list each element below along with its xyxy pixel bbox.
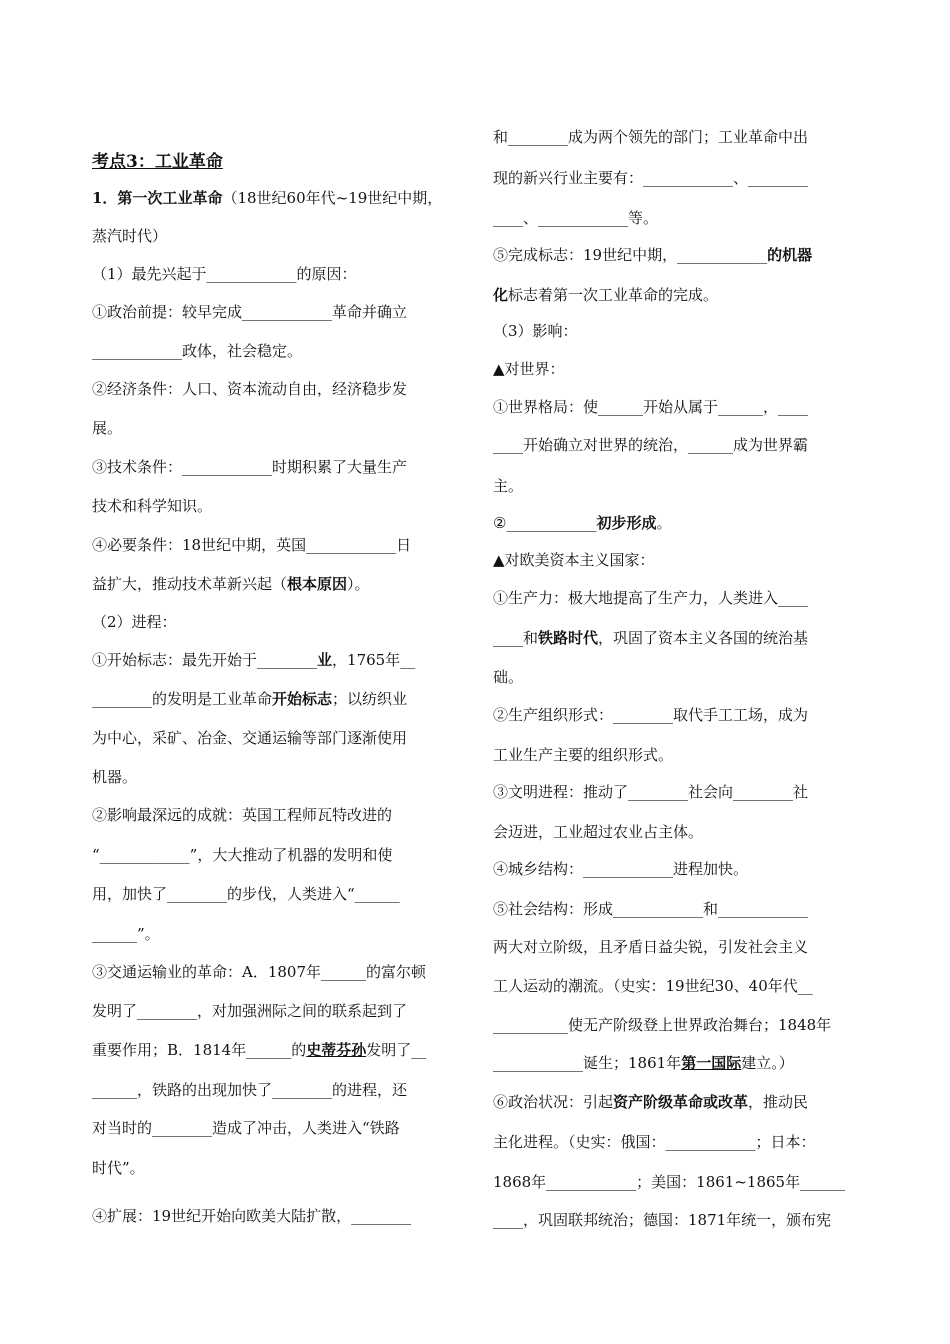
text-segment: ③文明进程：推动了________社会向________社 [493, 783, 809, 801]
text-segment: ④城乡结构：____________进程加快。 [493, 860, 749, 878]
text-line [493, 1172, 845, 1192]
text-line [92, 1118, 400, 1138]
text-segment: ______，铁路的出现加快了________的进程，还 [92, 1081, 408, 1099]
text-line [493, 513, 671, 533]
text-segment: ____，巩固联邦统治；德国：1871年统一，颁布宪 [493, 1211, 832, 1229]
text-line [493, 976, 813, 996]
text-line [92, 924, 160, 944]
text-segment: （1）最先兴起于____________的原因： [92, 265, 357, 283]
text-segment: 根本原因 [287, 575, 348, 593]
text-line [493, 588, 808, 608]
text-segment: 对当时的________造成了冲击，人类进入“铁路 [92, 1119, 400, 1137]
text-segment: 史蒂芬孙 [306, 1041, 367, 1059]
text-line [493, 667, 523, 687]
text-segment: 两大对立阶级，且矛盾日益尖锐，引发社会主义 [493, 938, 809, 956]
text-segment: 发明了________，对加强洲际之间的联系起到了 [92, 1002, 408, 1020]
text-line [92, 650, 415, 670]
text-segment: 主。 [493, 477, 524, 495]
text-segment: 展。 [92, 419, 123, 437]
text-line [92, 226, 167, 246]
text-line [92, 457, 407, 477]
text-segment: 化 [493, 286, 509, 304]
text-segment: ④扩展：19世纪开始向欧美大陆扩散，________ [92, 1207, 412, 1225]
text-line [92, 188, 442, 208]
text-segment: 和________成为两个领先的部门；工业革命中出 [493, 128, 809, 146]
text-segment: 1868年____________；美国：1861~1865年______ [493, 1173, 846, 1191]
text-line [493, 168, 808, 188]
text-line [493, 435, 808, 455]
text-segment: 工业生产主要的组织形式。 [493, 746, 674, 764]
text-segment: （3）影响： [493, 322, 578, 340]
text-segment: 。 [656, 514, 672, 532]
text-segment: ③技术条件：____________时期积累了大量生产 [92, 458, 408, 476]
text-segment: ，推动民 [748, 1093, 809, 1111]
text-line [493, 321, 578, 341]
text-line [92, 302, 407, 322]
text-segment: ____________政体，社会稳定。 [92, 342, 303, 360]
text-segment: ④必要条件：18世纪中期，英国____________日 [92, 536, 412, 554]
text-line [92, 884, 400, 904]
text-line [493, 859, 748, 879]
text-segment: ②影响最深远的成就：英国工程师瓦特改进的 [92, 806, 393, 824]
text-line [493, 208, 658, 228]
text-line [92, 1001, 407, 1021]
text-segment: ①世界格局：使______开始从属于______，____ [493, 398, 809, 416]
text-line [493, 245, 812, 265]
text-line [92, 767, 137, 787]
text-segment: 主化进程。（史实：俄国：____________；日本： [493, 1133, 816, 1151]
text-line [92, 496, 212, 516]
text-line [493, 1132, 816, 1152]
text-segment: 益扩大，推动技术革新兴起（ [92, 575, 288, 593]
text-line [493, 285, 718, 305]
text-line [92, 574, 370, 594]
text-line [92, 152, 223, 172]
text-segment: 技术和科学知识。 [92, 497, 213, 515]
text-segment: （18世纪60年代~19世纪中期， [222, 189, 443, 207]
text-line [92, 1206, 411, 1226]
text-line [493, 397, 808, 417]
text-segment: ⑤社会结构：形成____________和____________ [493, 900, 809, 918]
text-line [92, 689, 407, 709]
text-segment: ____________诞生；1861年 [493, 1054, 682, 1072]
text-segment: 业 [317, 651, 333, 669]
text-segment: 蒸汽时代） [92, 227, 168, 245]
text-segment: ____开始确立对世界的统治，______成为世界霸 [493, 436, 809, 454]
text-segment: 为中心，采矿、冶金、交通运输等部门逐渐使用 [92, 729, 408, 747]
text-line [493, 127, 808, 147]
text-line [493, 822, 703, 842]
text-line [92, 612, 177, 632]
text-segment: 建立。） [741, 1054, 794, 1072]
text-segment: ①开始标志：最先开始于________ [92, 651, 318, 669]
text-segment: ③交通运输业的革命：A．1807年______的富尔顿 [92, 963, 427, 981]
text-segment: 初步形成 [596, 514, 657, 532]
text-segment: 现的新兴行业主要有：____________、________ [493, 169, 809, 187]
text-line [92, 379, 407, 399]
text-segment: 标志着第一次工业革命的完成。 [508, 286, 719, 304]
text-segment: 础。 [493, 668, 524, 686]
text-line [92, 341, 302, 361]
text-segment: ____和 [493, 629, 539, 647]
text-segment: 机器。 [92, 768, 138, 786]
text-line [92, 1158, 145, 1178]
text-segment: ⑤完成标志：19世纪中期，____________ [493, 246, 768, 264]
text-segment: ②____________ [493, 514, 597, 532]
text-line [92, 805, 392, 825]
text-segment: 时代”。 [92, 1159, 145, 1177]
text-line [493, 1053, 794, 1073]
text-line [493, 1092, 808, 1112]
text-line [493, 359, 565, 379]
text-segment: ，1765年__ [332, 651, 416, 669]
section-title: 考点3：工业革命 [92, 152, 223, 172]
text-segment: ______”。 [92, 925, 160, 943]
text-line [92, 418, 122, 438]
text-segment: （2）进程： [92, 613, 177, 631]
text-line [493, 1015, 831, 1035]
text-segment: 用，加快了________的步伐，人类进入“______ [92, 885, 400, 903]
text-segment: ②经济条件：人口、资本流动自由，经济稳步发 [92, 380, 408, 398]
text-segment: ▲对欧美资本主义国家： [493, 551, 655, 569]
text-segment: ）。 [347, 575, 370, 593]
text-line [92, 1080, 407, 1100]
text-segment: 资产阶级革命或改革 [613, 1093, 749, 1111]
text-line [493, 899, 808, 919]
text-segment: ①生产力：极大地提高了生产力，人类进入____ [493, 589, 809, 607]
text-line [92, 535, 411, 555]
text-segment: 开始标志 [272, 690, 333, 708]
text-segment: 铁路时代 [538, 629, 599, 647]
text-segment: ⑥政治状况：引起 [493, 1093, 614, 1111]
text-line [92, 264, 357, 284]
text-segment: ②生产组织形式：________取代手工工场，成为 [493, 706, 809, 724]
text-segment: 第一国际 [681, 1054, 742, 1072]
text-segment: 发明了__ [366, 1041, 427, 1059]
text-segment: ；以纺织业 [332, 690, 408, 708]
text-segment: 工人运动的潮流。（史实：19世纪30、40年代__ [493, 977, 813, 995]
text-segment: ，巩固了资本主义各国的统治基 [598, 629, 809, 647]
text-line [493, 745, 673, 765]
text-line [493, 937, 808, 957]
text-line [92, 962, 426, 982]
text-line [493, 1210, 831, 1230]
text-segment: __________使无产阶级登上世界政治舞台；1848年 [493, 1016, 832, 1034]
text-line [493, 476, 523, 496]
text-segment: 1．第一次工业革命 [92, 189, 223, 207]
text-line [493, 550, 655, 570]
text-segment: “____________”，大大推动了机器的发明和使 [92, 846, 393, 864]
text-segment: 重要作用；B．1814年______的 [92, 1041, 307, 1059]
text-segment: ①政治前提：较早完成____________革命并确立 [92, 303, 408, 321]
text-line [92, 845, 392, 865]
text-segment: ▲对世界： [493, 360, 565, 378]
text-line [493, 705, 808, 725]
text-line [493, 628, 808, 648]
text-segment: 会迈进，工业超过农业占主体。 [493, 823, 704, 841]
text-segment: ________的发明是工业革命 [92, 690, 273, 708]
text-line [493, 782, 808, 802]
text-segment: 的机器 [767, 246, 813, 264]
text-line [92, 728, 407, 748]
text-segment: ____、____________等。 [493, 209, 659, 227]
text-line [92, 1040, 426, 1060]
